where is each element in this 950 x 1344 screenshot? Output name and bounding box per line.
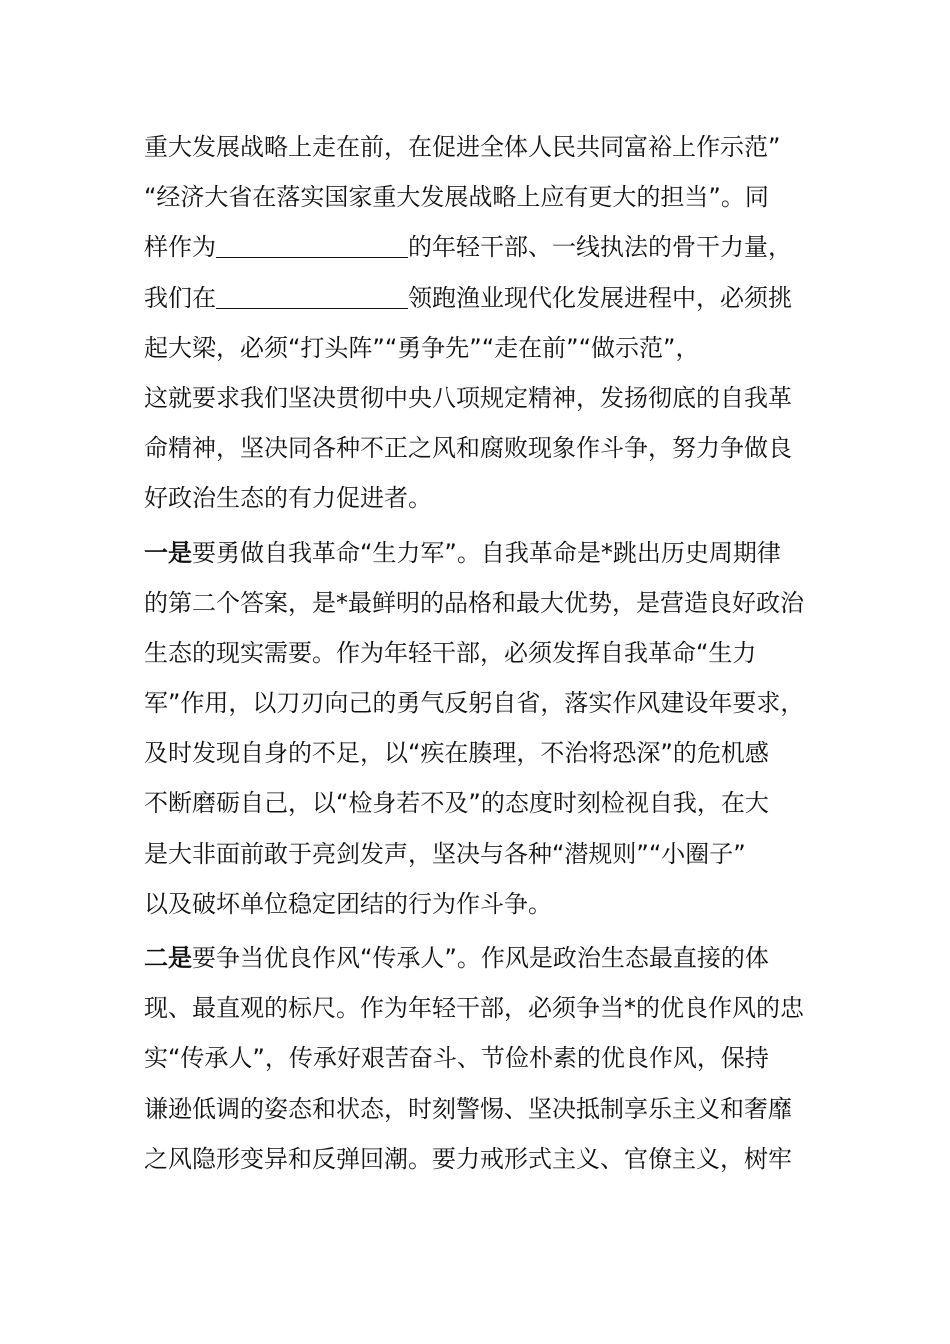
text-line: 起大梁，必须“打头阵”“勇争先”“走在前”“做示范”，: [144, 333, 700, 362]
text-line: 好政治生态的有力促进者。: [144, 484, 432, 513]
text-line: 是大非面前敢于亮剑发声，坚决与各种“潜规则”“小圈子”: [144, 839, 746, 868]
point-two-text: 要争当优良作风“传承人”。作风是政治生态最直接的体: [192, 944, 769, 972]
text-line: 命精神，坚决同各种不正之风和腐败现象作斗争，努力争做良: [144, 434, 792, 463]
text-line: 之风隐形变异和反弹回潮。要力戒形式主义、官僚主义，树牢: [144, 1144, 792, 1173]
text-line: 现、最直观的标尺。作为年轻干部，必须争当*的优良作风的忠: [144, 994, 804, 1023]
text-line: [144, 933, 806, 983]
text-line: 这就要求我们坚决贯彻中央八项规定精神，发扬彻底的自我革: [144, 383, 792, 412]
text-line: “经济大省在落实国家重大发展战略上应有更大的担当”。同: [144, 183, 769, 212]
point-two-lead: 二是: [144, 944, 192, 972]
text-line: 以及破坏单位稳定团结的行为作斗争。: [144, 889, 552, 918]
text-line: 重大发展战略上走在前，在促进全体人民共同富裕上作示范”: [144, 133, 781, 161]
document-body: [144, 122, 806, 1184]
text-line: 军”作用，以刀刃向己的勇气反躬自省，落实作风建设年要求，: [144, 689, 805, 718]
text-line: 生态的现实需要。作为年轻干部，必须发挥自我革命“生力: [144, 638, 757, 667]
text-line: 实“传承人”，传承好艰苦奋斗、节俭朴素的优良作风，保持: [144, 1044, 769, 1073]
paragraph-point-one: [144, 528, 806, 930]
text-line: [144, 528, 806, 578]
text-line: 我们在＿＿＿＿＿＿＿＿领跑渔业现代化发展进程中，必须挑: [144, 283, 792, 312]
text-line: 的第二个答案，是*最鲜明的品格和最大优势，是营造良好政治: [144, 588, 804, 617]
text-line: 不断磨砺自己，以“检身若不及”的态度时刻检视自我，在大: [144, 789, 769, 818]
text-line: 样作为＿＿＿＿＿＿＿＿的年轻干部、一线执法的骨干力量，: [144, 233, 792, 262]
point-one-lead: 一是: [144, 538, 192, 567]
text-line: 及时发现自身的不足，以“疾在腠理，不治将恐深”的危机感: [144, 739, 769, 768]
text-line: 谦逊低调的姿态和状态，时刻警惕、坚决抵制享乐主义和奢靡: [144, 1094, 792, 1123]
paragraph-intro: [144, 122, 806, 524]
paragraph-point-two: [144, 933, 806, 1184]
point-one-text: 要勇做自我革命“生力军”。自我革命是*跳出历史周期律: [192, 538, 781, 567]
